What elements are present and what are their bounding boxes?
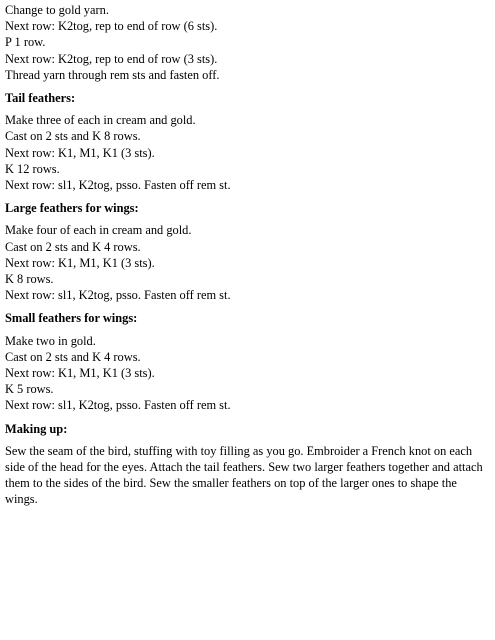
instruction-line: Thread yarn through rem sts and fasten off. <box>5 67 220 82</box>
instruction-line: Cast on 2 sts and K 4 rows. <box>5 349 141 364</box>
instruction-line: P 1 row. <box>5 35 46 50</box>
instruction-line: Next row: sl1, K2tog, psso. Fasten off rem st. <box>5 398 231 413</box>
instruction-line: Make two in gold. <box>5 333 96 348</box>
intro-instructions <box>5 2 491 83</box>
section-heading: Tail feathers: <box>5 91 76 106</box>
instruction-line: Next row: K1, M1, K1 (3 sts). <box>5 255 155 270</box>
instruction-line: Next row: K1, M1, K1 (3 sts). <box>5 145 155 160</box>
instruction-line: Make four of each in cream and gold. <box>5 223 192 238</box>
section-tail-feathers <box>5 90 491 193</box>
section-heading: Large feathers for wings: <box>5 201 139 216</box>
section-small-wing-feathers <box>5 310 491 413</box>
document-page <box>5 2 491 508</box>
section-large-wing-feathers <box>5 200 491 303</box>
instruction-line: Make three of each in cream and gold. <box>5 113 196 128</box>
section-heading: Making up: <box>5 421 68 436</box>
instruction-line: Cast on 2 sts and K 4 rows. <box>5 239 141 254</box>
instruction-line: K 12 rows. <box>5 161 60 176</box>
instruction-line: Cast on 2 sts and K 8 rows. <box>5 129 141 144</box>
instruction-line: Next row: K2tog, rep to end of row (6 sts). <box>5 19 218 34</box>
section-making-up <box>5 421 491 508</box>
making-up-paragraph: Sew the seam of the bird, stuffing with toy filling as you go. Embroider a French knot on each side of the head for the eyes. Attach the tail feathers. Sew two larger feathers together and attach them to the sides of the bird. Sew the smaller feathers on top of the larger ones to shape the wings. <box>5 443 483 507</box>
instruction-line: Change to gold yarn. <box>5 3 109 17</box>
instruction-line: K 5 rows. <box>5 382 54 397</box>
instruction-line: Next row: sl1, K2tog, psso. Fasten off rem st. <box>5 178 231 193</box>
instruction-line: Next row: K2tog, rep to end of row (3 sts). <box>5 51 218 66</box>
instruction-line: K 8 rows. <box>5 272 54 287</box>
section-heading: Small feathers for wings: <box>5 311 138 326</box>
instruction-line: Next row: sl1, K2tog, psso. Fasten off rem st. <box>5 288 231 303</box>
instruction-line: Next row: K1, M1, K1 (3 sts). <box>5 366 155 381</box>
